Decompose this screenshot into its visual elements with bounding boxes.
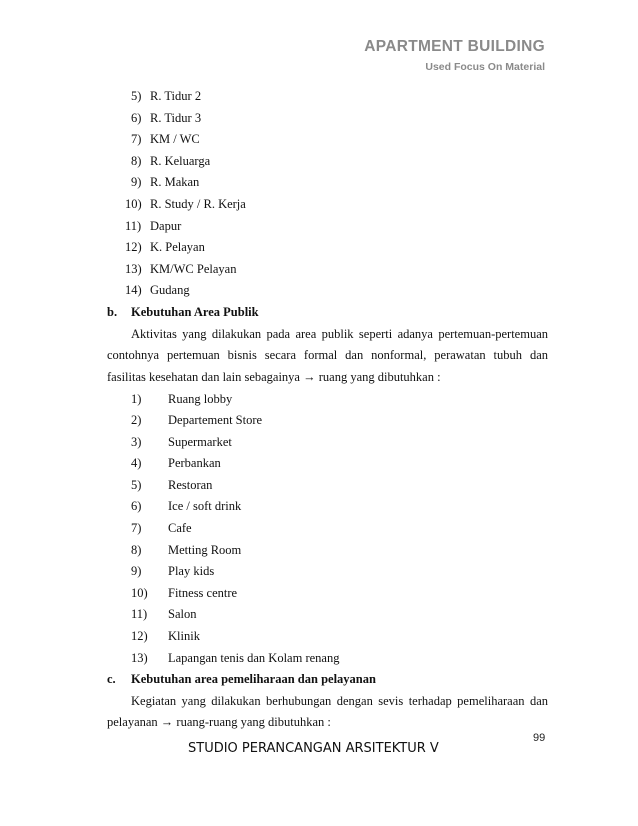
list-item-text: K. Pelayan	[150, 240, 205, 254]
list-item-text: KM / WC	[150, 132, 200, 146]
list-item-number: 8)	[131, 543, 142, 557]
list-item-text: Gudang	[150, 283, 190, 297]
list-item-number: 13)	[125, 262, 142, 276]
section-letter: b.	[107, 305, 118, 319]
list-item-text: Lapangan tenis dan Kolam renang	[168, 651, 340, 665]
paragraph-line: Kegiatan yang dilakukan berhubungan dengan sevis terhadap pemeliharaan dan	[131, 694, 548, 708]
paragraph-line: Aktivitas yang dilakukan pada area publik seperti adanya pertemuan-pertemuan	[131, 327, 548, 341]
list-item-number: 1)	[131, 392, 142, 406]
list-item-text: Ruang lobby	[168, 392, 233, 406]
list-item-text: R. Tidur 3	[150, 111, 202, 125]
list-item-text: R. Tidur 2	[150, 89, 202, 103]
list-item-number: 10)	[131, 586, 148, 600]
section-title: Kebutuhan area pemeliharaan dan pelayanan	[131, 672, 376, 686]
list-item-number: 12)	[125, 240, 142, 254]
list-item-text: Restoran	[168, 478, 213, 492]
list-item-text: Supermarket	[168, 435, 232, 449]
list-item-number: 11)	[131, 607, 148, 621]
list-item-number: 6)	[131, 111, 142, 125]
list-item-text: Departement Store	[168, 413, 263, 427]
list-item-number: 12)	[131, 629, 148, 643]
list-item-text: Dapur	[150, 219, 182, 233]
list-item-number: 4)	[131, 456, 142, 470]
list-item-number: 5)	[131, 89, 142, 103]
section-letter: c.	[107, 672, 116, 686]
list-item-text: KM/WC Pelayan	[150, 262, 237, 276]
list-item-number: 8)	[131, 154, 142, 168]
list-item-number: 2)	[131, 413, 142, 427]
header-title: APARTMENT BUILDING	[364, 38, 545, 55]
list-item-text: R. Keluarga	[150, 154, 211, 168]
list-item-number: 7)	[131, 132, 142, 146]
header-subtitle: Used Focus On Material	[425, 61, 545, 73]
list-item-text: Klinik	[168, 629, 200, 643]
list-item-number: 10)	[125, 197, 142, 211]
list-item-number: 13)	[131, 651, 148, 665]
list-item-number: 9)	[131, 564, 142, 578]
section-title: Kebutuhan Area Publik	[131, 305, 259, 319]
paragraph-line: contohnya pertemuan bisnis secara formal dan nonformal, perawatan tubuh dan	[107, 348, 548, 362]
list-item-number: 7)	[131, 521, 142, 535]
list-item-text: Cafe	[168, 521, 192, 535]
list-item-text: Perbankan	[168, 456, 221, 470]
list-item-text: Ice / soft drink	[168, 499, 242, 513]
list-item-text: Play kids	[168, 564, 215, 578]
list-item-text: R. Makan	[150, 175, 200, 189]
paragraph-line: fasilitas kesehatan dan lain sebagainya → ruang yang dibutuhkan :	[107, 370, 441, 384]
list-item-text: Fitness centre	[168, 586, 238, 600]
list-item-number: 5)	[131, 478, 142, 492]
list-item-number: 9)	[131, 175, 142, 189]
list-item-number: 6)	[131, 499, 142, 513]
paragraph-line: pelayanan → ruang-ruang yang dibutuhkan :	[107, 715, 331, 729]
list-item-number: 14)	[125, 283, 142, 297]
page-number: 99	[533, 732, 546, 744]
footer-title: STUDIO PERANCANGAN ARSITEKTUR V	[188, 741, 439, 756]
list-item-text: Salon	[168, 607, 197, 621]
list-item-number: 3)	[131, 435, 142, 449]
list-item-number: 11)	[125, 219, 142, 233]
list-item-text: R. Study / R. Kerja	[150, 197, 246, 211]
list-item-text: Metting Room	[168, 543, 242, 557]
